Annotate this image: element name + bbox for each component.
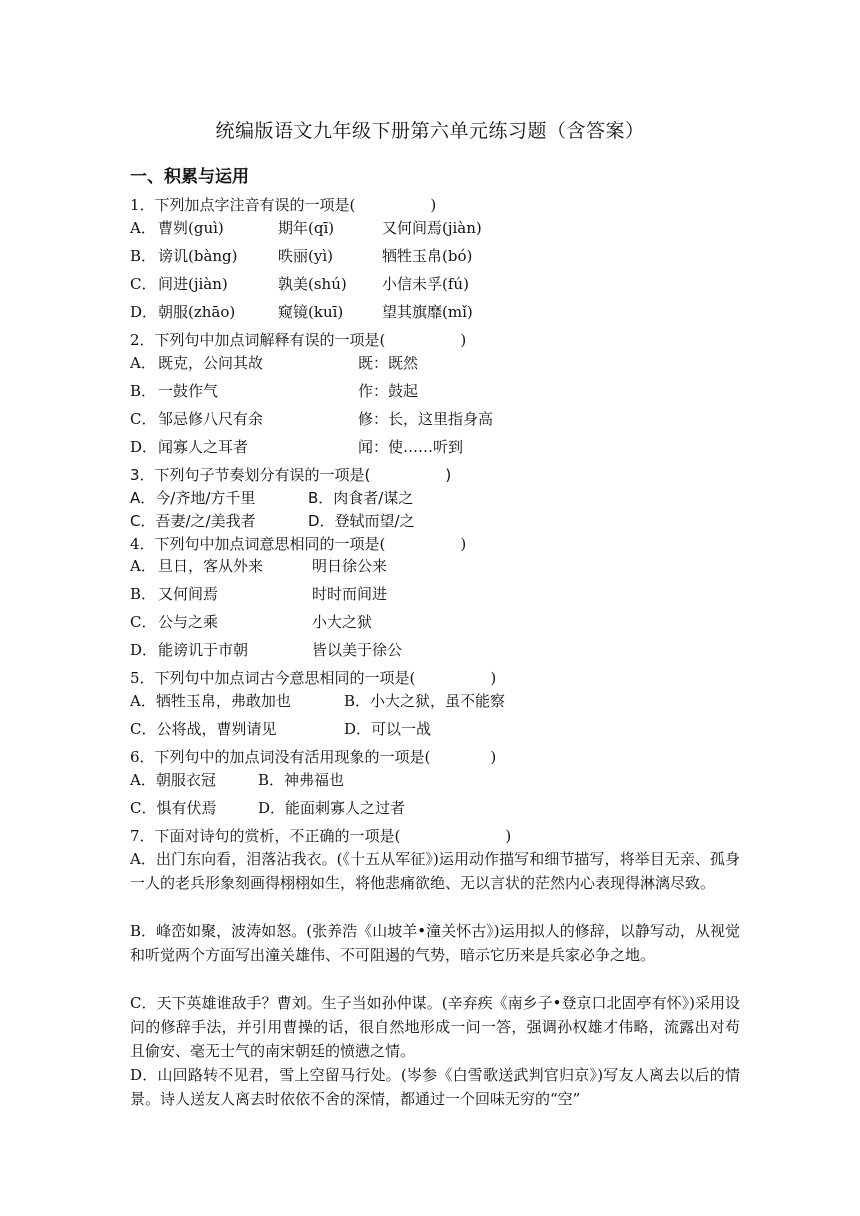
- option-a-item-2: 期年(qī): [278, 219, 335, 237]
- option-d: D．登轼而望/之: [308, 512, 415, 530]
- document-title: 统编版语文九年级下册第六单元练习题（含答案）: [215, 120, 645, 142]
- option-b: B．神弗福也: [258, 771, 345, 789]
- option-b-sentence-2: 时时而间进: [312, 585, 388, 603]
- question-3-row-1: [130, 487, 414, 509]
- option-d-sentence-2: 皆以美于徐公: [312, 641, 403, 659]
- option-label: D．: [130, 438, 158, 456]
- option-c-sentence-1: 公与之乘: [158, 613, 219, 631]
- question-1-stem: 1．下列加点字注音有误的一项是( ): [130, 196, 437, 214]
- question-2-option-b: [130, 380, 419, 402]
- option-b-item-3: 牺牲玉帛(bó): [382, 247, 473, 265]
- question-2-stem: 2．下列句中加点词解释有误的一项是( ): [130, 331, 467, 349]
- option-c-item-3: 小信未孚(fú): [382, 275, 469, 293]
- option-a-explanation: 既：既然: [358, 354, 419, 372]
- option-a: A．今/齐地/方千里: [130, 489, 256, 507]
- question-1-option-d: [130, 301, 473, 323]
- question-3-stem: 3．下列句子节奏划分有误的一项是( ): [130, 466, 452, 484]
- option-c: C．吾妻/之/美我者: [130, 512, 256, 530]
- option-label: B．: [130, 585, 157, 603]
- question-5-row-2: [130, 718, 432, 740]
- option-label: A．: [130, 354, 156, 372]
- option-d: D．能面刺寡人之过者: [258, 799, 406, 817]
- question-7-option-a: A．出门东向看，泪落沾我衣。(《十五从军征》)运用动作描写和细节描写，将举目无亲、孤身一人的老兵形象刻画得栩栩如生，将他悲痛欲绝、无以言状的茫然内心表现得淋漓尽致。: [130, 850, 740, 892]
- option-c-sentence-2: 小大之狱: [312, 613, 373, 631]
- option-b-item-2: 昳丽(yì): [278, 247, 333, 265]
- option-b: B．肉食者/谋之: [308, 489, 414, 507]
- option-c: C．惧有伏焉: [130, 799, 217, 817]
- option-c-explanation: 修：长，这里指身高: [358, 410, 494, 428]
- option-a-item-1: 曹刿(guì): [158, 219, 224, 237]
- option-d-explanation: 闻：使……听到: [358, 438, 464, 456]
- question-5-stem: 5．下列句中加点词古今意思相同的一项是( ): [130, 669, 497, 687]
- option-d-item-2: 窥镜(kuī): [278, 303, 344, 321]
- option-d-item-1: 朝服(zhāo): [158, 303, 236, 321]
- option-label: C．: [130, 275, 157, 293]
- question-7-option-c: C．天下英雄谁敌手？曹刘。生子当如孙仲谋。(辛弃疾《南乡子•登京口北固亭有怀》)采用设问的修辞手法，并引用曹操的话，很自然地形成一问一答，强调孙权雄才伟略，流露出对苟且偷安、毫无士气的南宋朝廷的愤懑之情。: [130, 994, 740, 1060]
- question-4-stem: 4．下列句中加点词意思相同的一项是( ): [130, 535, 467, 553]
- option-d: D．可以一战: [344, 720, 432, 738]
- question-2-option-c: [130, 408, 494, 430]
- question-1-option-a: [130, 217, 482, 239]
- option-label: A．: [130, 557, 156, 575]
- option-label: C．: [130, 613, 157, 631]
- question-5-row-1: [130, 690, 506, 712]
- question-1-option-c: [130, 273, 469, 295]
- option-b: B．小大之狱，虽不能察: [344, 692, 506, 710]
- option-a-sentence-2: 明日徐公来: [312, 557, 388, 575]
- option-c-item-2: 孰美(shú): [278, 275, 347, 293]
- option-b-item-1: 谤讥(bàng): [158, 247, 238, 265]
- question-7-option-d: D．山回路转不见君，雪上空留马行处。(岑参《白雪歌送武判官归京》)写友人离去以后的情景。诗人送友人离去时依依不舍的深情，都通过一个回味无穷的“空”: [130, 1066, 740, 1108]
- question-6-row-1: [130, 769, 345, 791]
- question-4-option-d: [130, 639, 403, 661]
- question-7-option-b: B．峰峦如聚，波涛如怒。(张养浩《山坡羊•潼关怀古》)运用拟人的修辞，以静写动，从视觉和听觉两个方面写出潼关雄伟、不可阻遏的气势，暗示它历来是兵家必争之地。: [130, 922, 740, 964]
- question-4-option-c: [130, 611, 373, 633]
- option-c-item-1: 间进(jiàn): [158, 275, 228, 293]
- option-a-item-3: 又何间焉(jiàn): [382, 219, 482, 237]
- question-4-option-b: [130, 583, 388, 605]
- option-d-sentence: 闻寡人之耳者: [158, 438, 249, 456]
- question-1-option-b: [130, 245, 473, 267]
- question-3-row-2: [130, 510, 415, 532]
- question-4-option-a: [130, 555, 388, 577]
- option-d-sentence-1: 能谤讥于市朝: [158, 641, 249, 659]
- option-c: C．公将战，曹刿请见: [130, 720, 277, 738]
- option-label: D．: [130, 303, 158, 321]
- option-a-sentence: 既克，公问其故: [158, 354, 264, 372]
- option-b-sentence: 一鼓作气: [158, 382, 219, 400]
- option-a-sentence-1: 旦日，客从外来: [158, 557, 264, 575]
- option-label: B．: [130, 247, 157, 265]
- question-6-stem: 6．下列句中的加点词没有活用现象的一项是( ): [130, 748, 497, 766]
- option-label: C．: [130, 410, 157, 428]
- option-a: A．朝服衣冠: [130, 771, 216, 789]
- option-label: D．: [130, 641, 158, 659]
- option-b-sentence-1: 又何间焉: [158, 585, 219, 603]
- option-a: A．牺牲玉帛，弗敢加也: [130, 692, 291, 710]
- question-2-option-d: [130, 436, 464, 458]
- question-6-row-2: [130, 797, 406, 819]
- question-2-option-a: [130, 352, 419, 374]
- section-heading: 一、积累与运用: [130, 167, 249, 187]
- option-label: A．: [130, 219, 156, 237]
- option-b-explanation: 作：鼓起: [358, 382, 419, 400]
- option-d-item-3: 望其旗靡(mǐ): [382, 303, 473, 321]
- option-c-sentence: 邹忌修八尺有余: [158, 410, 264, 428]
- option-label: B．: [130, 382, 157, 400]
- question-7-stem: 7．下面对诗句的赏析，不正确的一项是( ): [130, 827, 512, 845]
